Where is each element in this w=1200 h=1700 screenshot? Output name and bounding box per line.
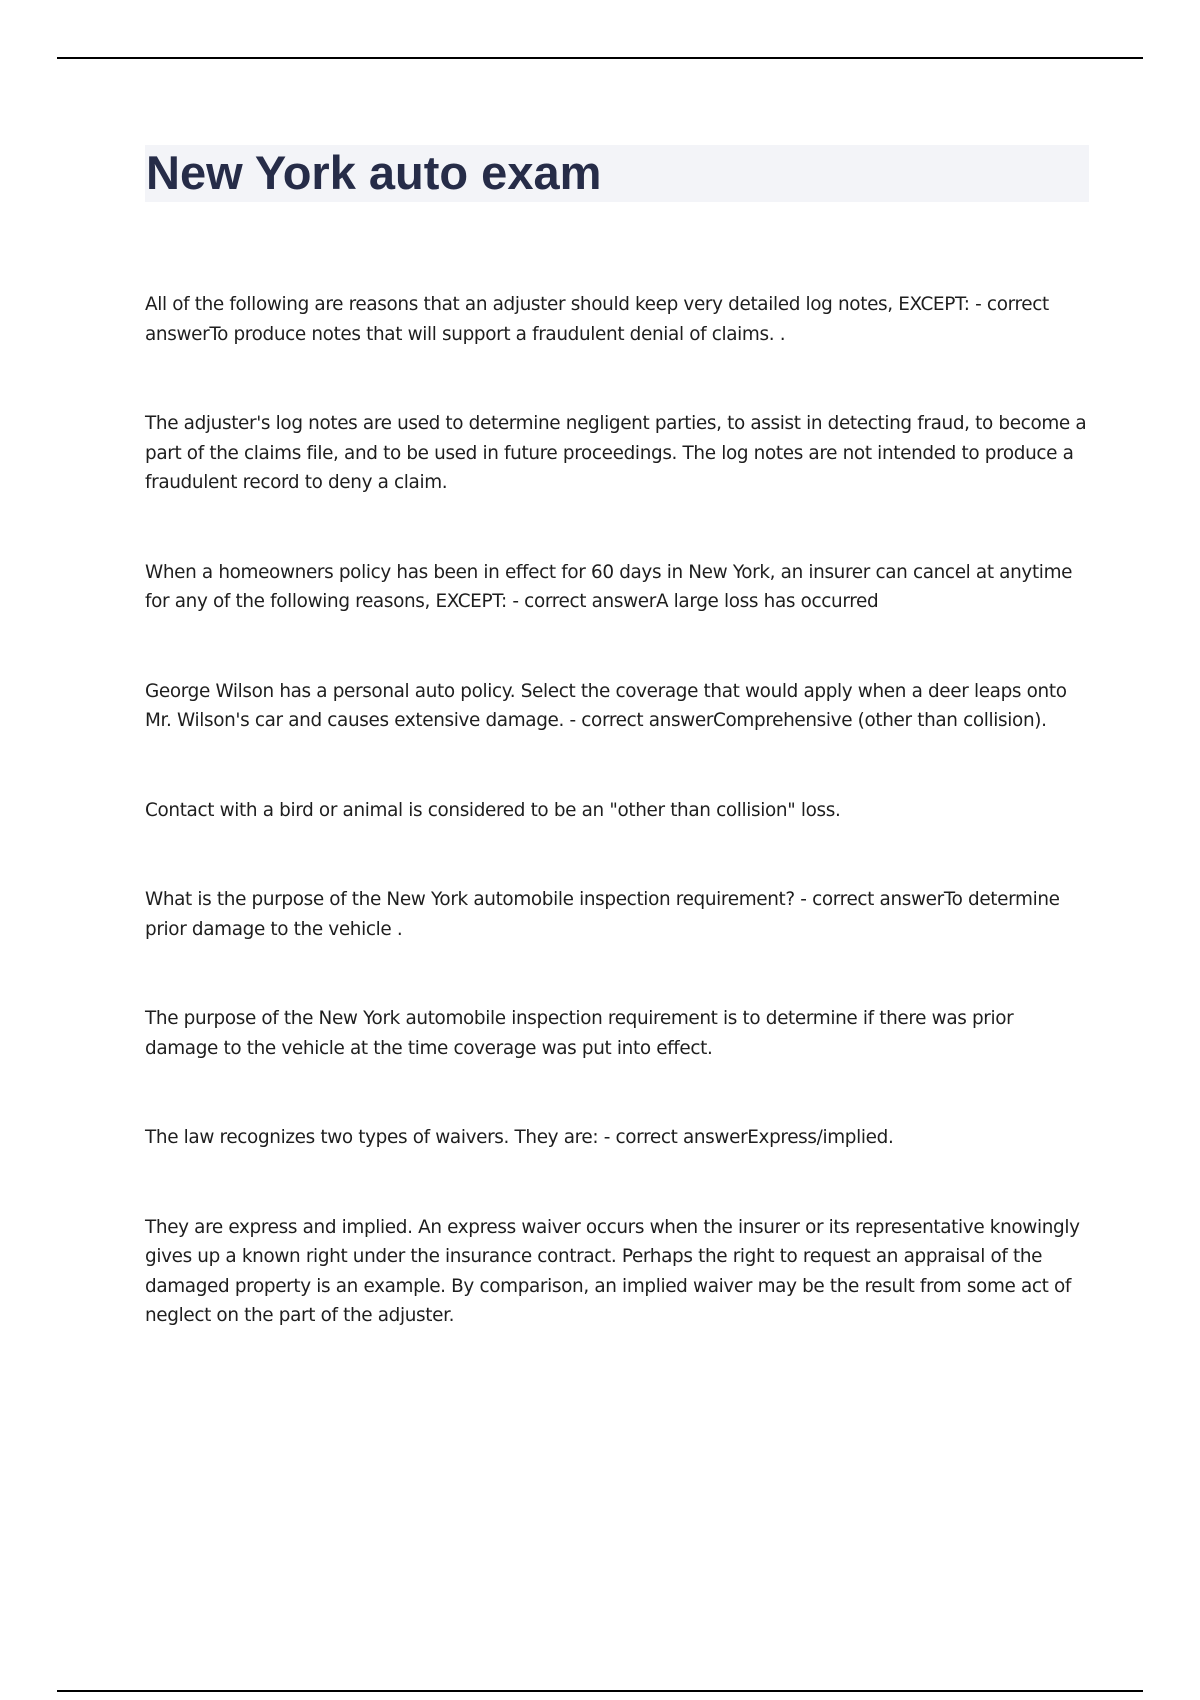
page-title: New York auto exam xyxy=(146,146,602,199)
top-rule xyxy=(57,57,1143,59)
bottom-rule xyxy=(57,1690,1143,1692)
paragraph-5: Contact with a bird or animal is considered to be an "other than collision" loss. xyxy=(145,799,841,821)
paragraph-1: All of the following are reasons that an adjuster should keep very detailed log notes, EXCEPT: - correct answerTo produce notes that will support a fraudulent denial of claims. . xyxy=(145,294,1049,345)
document-body xyxy=(145,290,1090,1331)
paragraph-6: What is the purpose of the New York automobile inspection requirement? - correct answerTo determine prior damage to the vehicle . xyxy=(145,889,1060,940)
paragraph-8: The law recognizes two types of waivers. They are: - correct answerExpress/implied. xyxy=(145,1127,894,1148)
paragraph-3: When a homeowners policy has been in effect for 60 days in New York, an insurer can cancel at anytime for any of the following reasons, EXCEPT: - correct answerA large loss has occurred xyxy=(145,561,1073,612)
paragraph-2: The adjuster's log notes are used to determine negligent parties, to assist in detecting fraud, to become a part of the claims file, and to be used in future proceedings. The log notes are not intended to produce a fraudulent record to deny a claim. xyxy=(145,413,1087,493)
paragraph-4: George Wilson has a personal auto policy. Select the coverage that would apply when a deer leaps onto Mr. Wilson's car and causes extensive damage. - correct answerComprehensive (other than collision). xyxy=(145,680,1067,731)
paragraph-7: The purpose of the New York automobile inspection requirement is to determine if there was prior damage to the vehicle at the time coverage was put into effect. xyxy=(145,1008,1014,1059)
paragraph-9: They are express and implied. An express waiver occurs when the insurer or its representative knowingly gives up a known right under the insurance contract. Perhaps the right to request an appraisal of the damaged property is an example. By comparison, an implied waiver may be the result from some act of neglect on the part of the adjuster. xyxy=(145,1216,1080,1326)
